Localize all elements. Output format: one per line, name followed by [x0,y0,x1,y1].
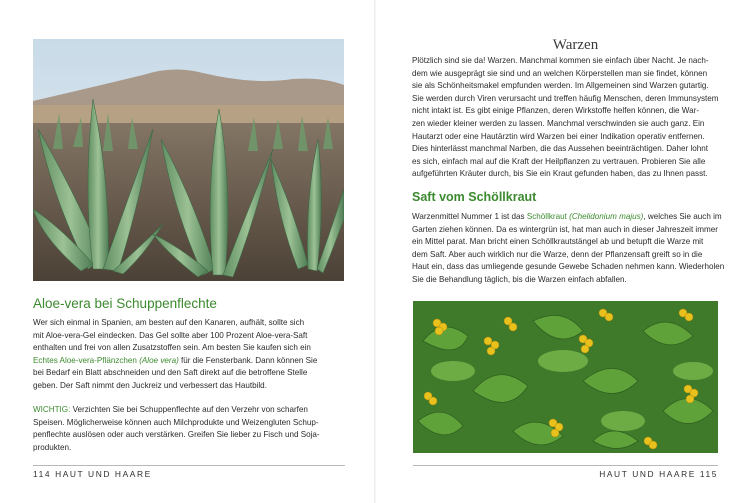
warzen-title: Warzen [552,37,599,53]
text-line: Haut ein, dass das umliegende gesunde Gewebe Schaden nehmen kann. Wiederholen [412,262,725,272]
warning-paragraph [33,404,333,454]
text-line: WICHTIG: Verzichten Sie bei Schuppenflechte auf den Verzehr von scharfen [33,405,308,414]
footer-rule [33,465,345,466]
text-line: Dies hinterlässt manchmal Narben, die das Aussehen beeinträchtigen. Daher lohnt [412,144,709,154]
text-line: produkten. [33,442,72,452]
text-line: sie als Schönheitsmakel empfunden werden. Im Allgemeinen sind Warzen gutartig. [412,81,709,91]
text-line: Warzenmittel Nummer 1 ist das Schöllkraut (Chelidonium majus), welches Sie auch im [412,212,722,221]
footer-rule [413,465,718,466]
text-line: zen wieder kleiner werden zu lassen. Manchmal verschwinden sie auch ganz. Ein [412,118,705,128]
aloe-vera-photo [33,39,344,281]
text-line: Plötzlich sind sie da! Warzen. Manchmal kommen sie einfach über Nacht. Je nach- [412,56,709,65]
warzen-intro-paragraph [412,55,732,181]
text-line: mit Aloe-vera-Gel eindecken. Das Gel sollte aber 100 Prozent Aloe-vera-Saft [33,330,308,340]
schoellkraut-latin-name: (Chelidonium majus) [569,212,644,221]
text-line: es sich, einfach mal auf die Kraft der Heilpflanzen zu vertrauen. Probieren Sie alle [412,156,706,166]
aloe-plant-link: Echtes Aloe-vera-Pflänzchen [33,355,137,365]
celandine-photo [413,301,718,453]
text-line: dem wie ausgeprägt sie sind und an welchen Körperstellen man sie findet, können [412,68,708,78]
text-line: geben. Der Saft nimmt den Juckreiz und verbessert das Hautbild. [33,380,267,390]
text-line: Sie die Behandlung täglich, bis die Warzen einfach abfallen. [412,274,627,284]
text-line: Sie werden durch Viren verursacht und treffen häufig Menschen, deren Immunsystem [412,93,719,103]
text-line: Garten ziehen können. Da es wintergrün ist, hat man auch in dieser Jahreszeit immer [412,224,718,234]
aloe-paragraph [33,317,333,393]
warning-label: WICHTIG: [33,405,71,414]
page-folio-right: HAUT UND HAARE 115 [599,469,718,479]
text-line: Wer sich einmal in Spanien, am besten auf den Kanaren, aufhält, sollte sich [33,318,305,327]
text-line: Echtes Aloe-vera-Pflänzchen (Aloe vera) für die Fensterbank. Dann können Sie [33,355,318,365]
text-line: nicht intakt ist. Es gibt einige Pflanzen, deren Wirkstoffe helfen können, die War- [412,106,700,116]
text-line: Speisen. Möglicherweise können auch Milchprodukte und Weizengluten Schup- [33,417,319,427]
schoellkraut-link: Schöllkraut [526,212,567,221]
page-folio-left: 114 HAUT UND HAARE [33,469,152,479]
text-line: enthalten und frei von allen Zusatzstoffen sein. Am besten Sie kaufen sich ein [33,343,311,353]
text-line: aufgeführten Kräuter durch, bis Sie ein Kraut gefunden haben, das zu Ihnen passt. [412,169,708,179]
aloe-heading: Aloe-vera bei Schuppenflechte [33,296,217,311]
text-line: penflechte auslösen oder auch verstärken. Greifen Sie lieber zu Fisch und Soja- [33,430,320,440]
text-line: Hautarzt oder eine Hautärztin wird Warzen bei einer Indikation operativ entfernen. [412,131,705,141]
aloe-latin-name: (Aloe vera) [139,355,179,365]
schoellkraut-paragraph [412,211,732,287]
text-line: ein Mittel parat. Man bricht einen Schöllkrautstängel ab und betupft die Warze mit [412,237,704,247]
text-line: bei Bedarf ein Blatt abschneiden und den Saft direkt auf die betroffene Stelle [33,368,308,378]
schoellkraut-heading: Saft vom Schöllkraut [412,190,537,204]
text-line: dem Saft. Aber auch wirklich nur die Warze, denn der Pflanzensaft greift so in die [412,249,703,259]
right-page [375,0,750,503]
